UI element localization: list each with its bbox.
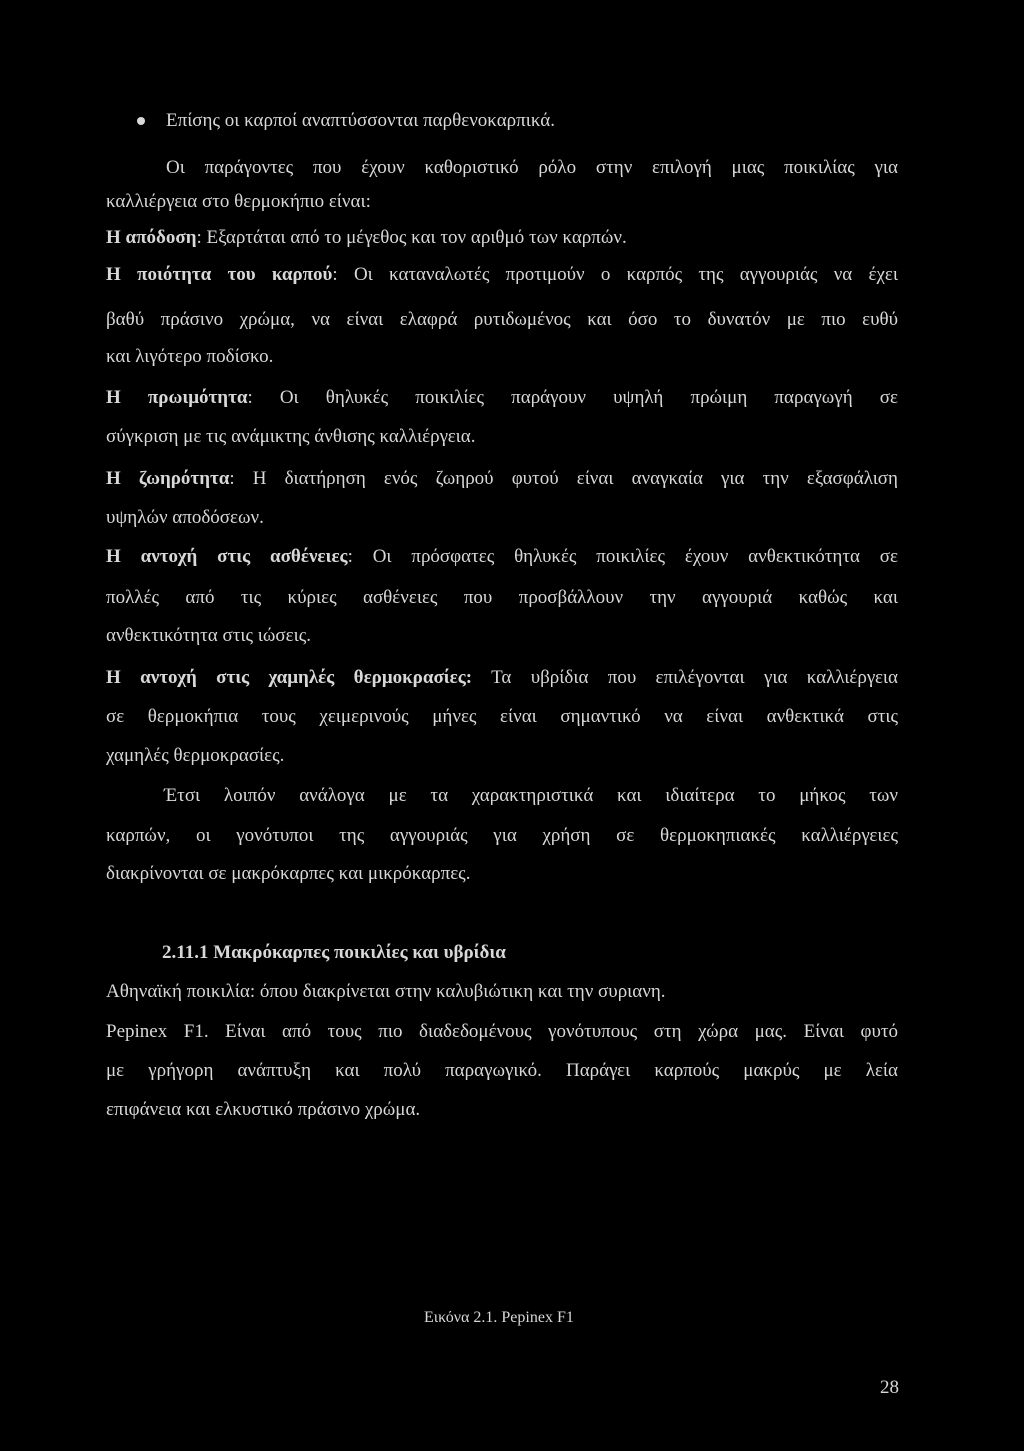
cold-line-1 xyxy=(106,666,898,690)
pepinex-line-1: Pepinex F1. Είναι από τους πιο διαδεδομένους γονότυπους στη χώρα μας. Είναι φυτό xyxy=(106,1021,898,1042)
summary-line-2: καρπών, οι γονότυποι της αγγουριάς για χρήση σε θερμοκηπιακές καλλιέργειες xyxy=(106,825,898,846)
cold-text-1: Τα υβρίδια που επιλέγονται για καλλιέργεια xyxy=(472,667,898,688)
disease-text-1: : Οι πρόσφατες θηλυκές ποικιλίες έχουν ανθεκτικότητα σε xyxy=(347,546,898,567)
summary-line-3: διακρίνονται σε μακρόκαρπες και μικρόκαρπες. xyxy=(106,863,471,884)
vigor-term: Η ζωηρότητα xyxy=(106,468,230,489)
yield-paragraph xyxy=(106,226,898,250)
earliness-text-1: : Οι θηλυκές ποικιλίες παράγουν υψηλή πρώιμη παραγωγή σε xyxy=(247,387,898,408)
yield-text: : Εξαρτάται από το μέγεθος και τον αριθμό των καρπών. xyxy=(196,227,627,248)
disease-line-1 xyxy=(106,545,898,569)
vigor-text-1: : Η διατήρηση ενός ζωηρού φυτού είναι αναγκαία για την εξασφάλιση xyxy=(229,468,898,489)
bullet-text: Επίσης οι καρποί αναπτύσσονται παρθενοκαρπικά. xyxy=(166,110,555,131)
section-heading: 2.11.1 Μακρόκαρπες ποικιλίες και υβρίδια xyxy=(162,942,506,963)
bullet-icon xyxy=(137,117,145,125)
earliness-term: Η πρωιμότητα xyxy=(106,387,248,408)
figure-caption: Εικόνα 2.1. Pepinex F1 xyxy=(424,1309,574,1326)
disease-term: Η αντοχή στις ασθένειες xyxy=(106,546,348,567)
quality-term: Η ποιότητα του καρπού xyxy=(106,264,333,285)
quality-text-1: : Οι καταναλωτές προτιμούν ο καρπός της αγγουριάς να έχει xyxy=(332,264,898,285)
cold-term: Η αντοχή στις χαμηλές θερμοκρασίες: xyxy=(106,667,473,688)
intro-line-2: καλλιέργεια στο θερμοκήπιο είναι: xyxy=(106,191,371,212)
cold-line-2: σε θερμοκήπια τους χειμερινούς μήνες είναι σημαντικό να είναι ανθεκτικά στις xyxy=(106,706,898,727)
summary-line-1: Έτσι λοιπόν ανάλογα με τα χαρακτηριστικά και ιδιαίτερα το μήκος των xyxy=(164,785,898,806)
pepinex-line-2: με γρήγορη ανάπτυξη και πολύ παραγωγικό. Παράγει καρπούς μακρύς με λεία xyxy=(106,1060,898,1081)
pepinex-line-3: επιφάνεια και ελκυστικό πράσινο χρώμα. xyxy=(106,1099,421,1120)
athens-variety-text: Αθηναϊκή ποικιλία: όπου διακρίνεται στην καλυβιώτικη και την συριανη. xyxy=(106,981,666,1002)
yield-term: Η απόδοση xyxy=(106,227,197,248)
earliness-line-2: σύγκριση με τις ανάμικτης άνθισης καλλιέργεια. xyxy=(106,426,476,447)
quality-line-1 xyxy=(106,263,898,287)
quality-line-2: βαθύ πράσινο χρώμα, να είναι ελαφρά ρυτιδωμένος και όσο το δυνατόν με πιο ευθύ xyxy=(106,309,898,330)
intro-line-1: Οι παράγοντες που έχουν καθοριστικό ρόλο στην επιλογή μιας ποικιλίας για xyxy=(166,157,898,178)
vigor-line-2: υψηλών αποδόσεων. xyxy=(106,507,264,528)
disease-line-2: πολλές από τις κύριες ασθένειες που προσβάλλουν την αγγουριά καθώς και xyxy=(106,587,898,608)
earliness-line-1 xyxy=(106,386,898,410)
page-number: 28 xyxy=(880,1377,899,1398)
disease-line-3: ανθεκτικότητα στις ιώσεις. xyxy=(106,625,312,646)
quality-line-3: και λιγότερο ποδίσκο. xyxy=(106,346,274,367)
cold-line-3: χαμηλές θερμοκρασίες. xyxy=(106,745,285,766)
vigor-line-1 xyxy=(106,467,898,491)
